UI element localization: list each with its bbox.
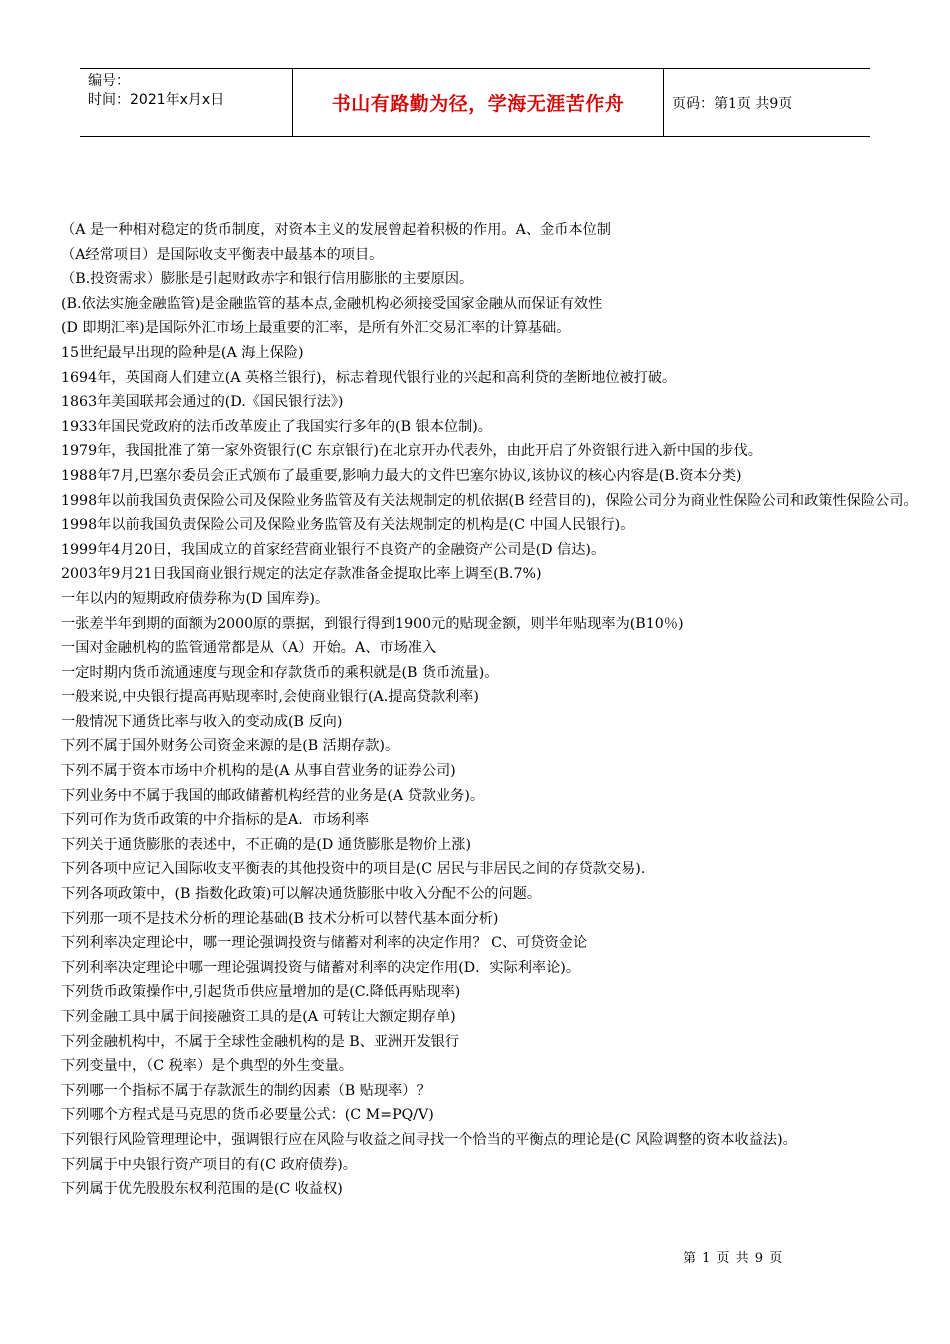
header-motto: 书山有路勤为径，学海无涯苦作舟	[293, 69, 664, 136]
text-line: 一般来说,中央银行提高再贴现率时,会使商业银行(A.提高贷款利率)	[61, 689, 479, 706]
text-line: (B.依法实施金融监管)是金融监管的基本点,金融机构必须接受国家金融从而保证有效性	[61, 295, 603, 312]
text-line: 1998年以前我国负责保险公司及保险业务监管及有关法规制定的机依据(B 经营目的)，保险公司分为商业性保险公司和政策性保险公司。	[61, 492, 918, 509]
text-line: （B.投资需求）膨胀是引起财政赤字和银行信用膨胀的主要原因。	[61, 271, 474, 288]
text-line: 1863年美国联邦会通过的(D.《国民银行法》)	[61, 394, 344, 411]
text-line: 下列关于通货膨胀的表述中，不正确的是(D 通货膨胀是物价上涨)	[61, 836, 472, 853]
text-line: 下列哪一个指标不属于存款派生的制约因素（B 贴现率）？	[61, 1082, 431, 1099]
text-line: 1999年4月20日，我国成立的首家经营商业银行不良资产的金融资产公司是(D 信达)。	[61, 541, 606, 558]
text-line: 下列货币政策操作中,引起货币供应量增加的是(C.降低再贴现率)	[61, 984, 461, 1001]
text-line: 1998年以前我国负责保险公司及保险业务监管及有关法规制定的机构是(C 中国人民银行)。	[61, 517, 635, 534]
text-line: 下列利率决定理论中哪一理论强调投资与储蓄对利率的决定作用(D．实际利率论)。	[61, 959, 581, 976]
text-line: 下列业务中不属于我国的邮政储蓄机构经营的业务是(A 贷款业务)。	[61, 787, 485, 804]
text-line: 下列银行风险管理理论中，强调银行应在风险与收益之间寻找一个恰当的平衡点的理论是(C 风险调整的资本收益法)。	[61, 1131, 797, 1148]
document-body	[22, 218, 932, 1202]
text-line: 下列各项政策中，(B 指数化政策)可以解决通货膨胀中收入分配不公的问题。	[61, 886, 542, 903]
text-line: 一般情况下通货比率与收入的变动成(B 反向)	[61, 713, 343, 730]
text-line: 1933年国民党政府的法币改革废止了我国实行多年的(B 银本位制)。	[61, 418, 492, 435]
text-line: 一定时期内货币流通速度与现金和存款货币的乘积就是(B 货币流量)。	[61, 664, 499, 681]
text-line: 下列利率决定理论中，哪一理论强调投资与储蓄对利率的决定作用？ C、可贷资金论	[61, 935, 588, 952]
page-header	[80, 68, 870, 137]
text-line: 下列可作为货币政策的中介指标的是A．市场利率	[61, 812, 370, 829]
text-line: 下列属于中央银行资产项目的有(C 政府债券)。	[61, 1156, 357, 1173]
text-line: 1988年7月,巴塞尔委员会正式颁布了最重要,影响力最大的文件巴塞尔协议,该协议的核心内容是(B.资本分类)	[61, 467, 742, 484]
page-footer: 第 1 页 共 9 页	[683, 1251, 784, 1266]
text-line: 下列不属于资本市场中介机构的是(A 从事自营业务的证券公司)	[61, 763, 456, 780]
text-line: 下列不属于国外财务公司资金来源的是(B 活期存款)。	[61, 738, 400, 755]
text-line: 一年以内的短期政府债券称为(D 国库券)。	[61, 590, 330, 607]
text-line: 一张差半年到期的面额为2000原的票据，到银行得到1900元的贴现金额，则半年贴现率为(B10％)	[61, 615, 684, 632]
text-line: 下列哪个方程式是马克思的货币必要量公式：(C M=PQ/V)	[61, 1107, 434, 1124]
header-page-info: 页码：第1页 共9页	[672, 95, 793, 112]
text-line: 下列各项中应记入国际收支平衡表的其他投资中的项目是(C 居民与非居民之间的存贷款交易).	[61, 861, 646, 878]
text-line: 下列金融机构中，不属于全球性金融机构的是 B、亚洲开发银行	[61, 1033, 460, 1050]
document-time: 时间：2021年x月x日	[88, 92, 225, 108]
text-line: 下列金融工具中属于间接融资工具的是(A 可转让大额定期存单)	[61, 1009, 456, 1025]
text-line: 2003年9月21日我国商业银行规定的法定存款准备金提取比率上调至(B.7%)	[61, 566, 542, 583]
text-line: 一国对金融机构的监管通常都是从（A）开始。A、市场准入	[61, 640, 437, 657]
text-line: 1694年，英国商人们建立(A 英格兰银行)，标志着现代银行业的兴起和高利贷的垄断地位被打破。	[61, 369, 677, 386]
text-line: （A经常项目）是国际收支平衡表中最基本的项目。	[61, 246, 384, 263]
text-line: 15世纪最早出现的险种是(A 海上保险)	[61, 344, 304, 361]
text-line: (D 即期汇率)是国际外汇市场上最重要的汇率，是所有外汇交易汇率的计算基础。	[61, 320, 571, 337]
document-number: 编号：	[88, 73, 130, 89]
text-line: （A 是一种相对稳定的货币制度，对资本主义的发展曾起着积极的作用。A、金币本位制	[61, 222, 611, 238]
text-line: 下列变量中，（C 税率）是个典型的外生变量。	[61, 1058, 354, 1075]
text-line: 1979年，我国批准了第一家外资银行(C 东京银行)在北京开办代表外，由此开启了外资银行进入新中国的步伐。	[61, 443, 762, 460]
text-line: 下列那一项不是技术分析的理论基础(B 技术分析可以替代基本面分析)	[61, 910, 499, 927]
header-meta	[80, 69, 293, 136]
text-line: 下列属于优先股股东权利范围的是(C 收益权)	[61, 1181, 343, 1198]
